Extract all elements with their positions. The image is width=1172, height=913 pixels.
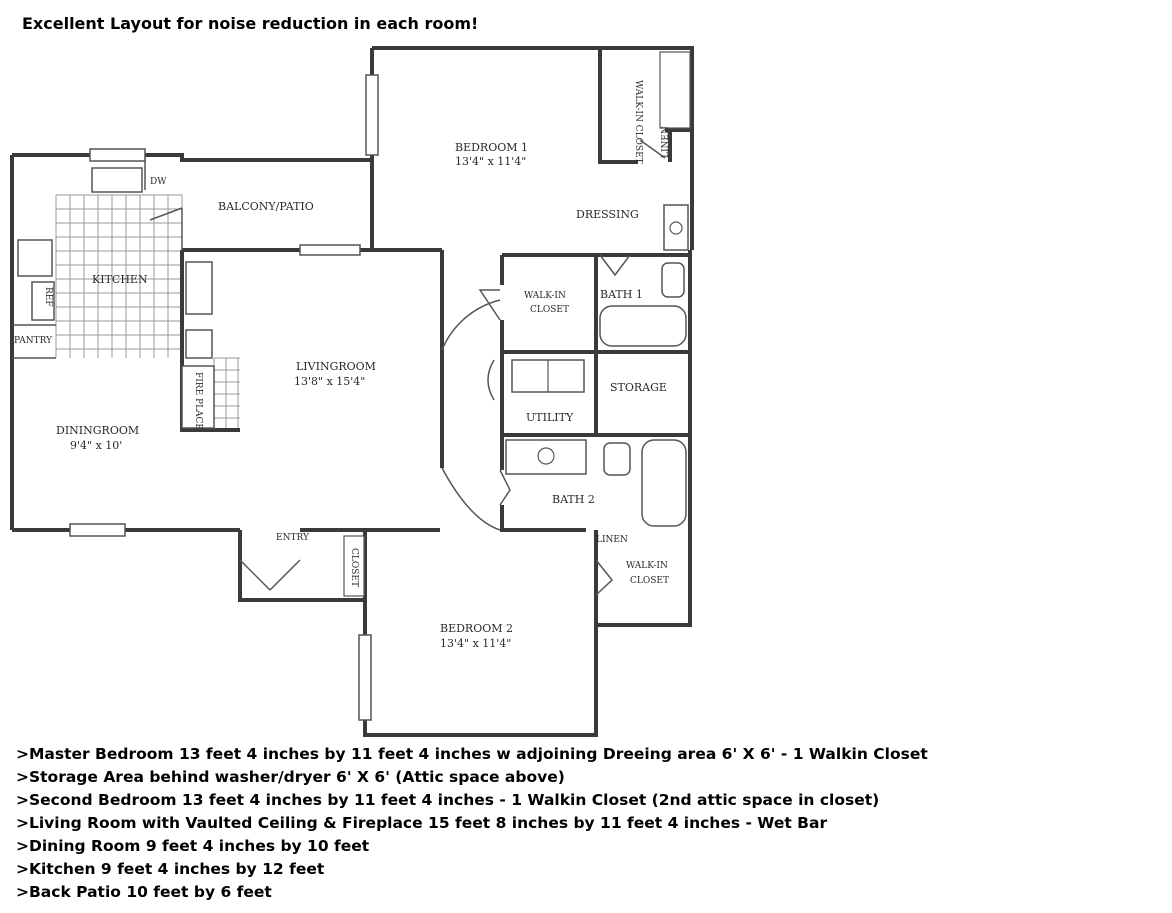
entry-closet-label: CLOSET [349, 548, 359, 587]
entry-label: ENTRY [276, 533, 309, 543]
bathtub-1 [600, 306, 686, 346]
ref-label: REF [43, 287, 53, 307]
note-line: >Second Bedroom 13 feet 4 inches by 11 feet 4 inches - 1 Walkin Closet (2nd attic space in closet) [16, 791, 880, 809]
bedroom2-name: BEDROOM 2 [440, 622, 514, 635]
toilet-2 [604, 443, 630, 475]
wet-bar [186, 262, 212, 314]
bedroom2-dims: 13'4" x 11'4" [440, 637, 512, 650]
dw-label: DW [150, 177, 167, 187]
note-line: >Storage Area behind washer/dryer 6' X 6' (Attic space above) [16, 768, 565, 786]
utility-label: UTILITY [526, 411, 574, 424]
fixtures [18, 52, 690, 596]
headline: Excellent Layout for noise reduction in each room! [22, 14, 479, 33]
linen-top-label: LINEN [661, 126, 671, 158]
dressing-label: DRESSING [576, 208, 639, 221]
dressing-sink [664, 205, 688, 250]
bath1-label: BATH 1 [600, 288, 643, 301]
walkin-closet-mid-line2: CLOSET [530, 305, 569, 315]
notes-list [16, 743, 928, 904]
stove [18, 240, 52, 276]
bedroom1-dims: 13'4" x 11'4" [455, 155, 527, 168]
storage-label: STORAGE [610, 381, 667, 394]
linen-low-label: LINEN [596, 535, 628, 545]
note-line: >Dining Room 9 feet 4 inches by 10 feet [16, 837, 370, 855]
bathtub-2 [642, 440, 686, 526]
note-line: >Living Room with Vaulted Ceiling & Fireplace 15 feet 8 inches by 11 feet 4 inches - Wet Bar [16, 814, 828, 832]
bedroom1-name: BEDROOM 1 [455, 141, 529, 154]
walkin-closet-low-line1: WALK-IN [626, 561, 668, 571]
note-line: >Back Patio 10 feet by 6 feet [16, 883, 272, 901]
walkin-closet-low-line2: CLOSET [630, 576, 669, 586]
living-dims: 13'8" x 15'4" [294, 375, 366, 388]
hearth-grid [214, 358, 240, 430]
bath2-label: BATH 2 [552, 493, 595, 506]
kitchen-label: KITCHEN [92, 273, 148, 286]
note-line: >Master Bedroom 13 feet 4 inches by 11 feet 4 inches w adjoining Dreeing area 6' X 6' - 1 Walkin Closet [16, 745, 928, 763]
toilet-1 [662, 263, 684, 297]
walkin-closet-top-label: WALK-IN CLOSET [633, 80, 643, 164]
walkin-closet-mid-line1: WALK-IN [524, 291, 566, 301]
kitchen-sink [92, 168, 142, 192]
living-name: LIVINGROOM [296, 360, 376, 373]
note-line: >Kitchen 9 feet 4 inches by 12 feet [16, 860, 325, 878]
fireplace-label: FIRE PLACE [193, 372, 203, 430]
balcony-label: BALCONY/PATIO [218, 200, 314, 213]
dining-name: DININGROOM [56, 424, 140, 437]
pantry-label: PANTRY [14, 336, 53, 346]
dining-dims: 9'4" x 10' [70, 439, 123, 452]
bath2-sink [506, 440, 586, 474]
